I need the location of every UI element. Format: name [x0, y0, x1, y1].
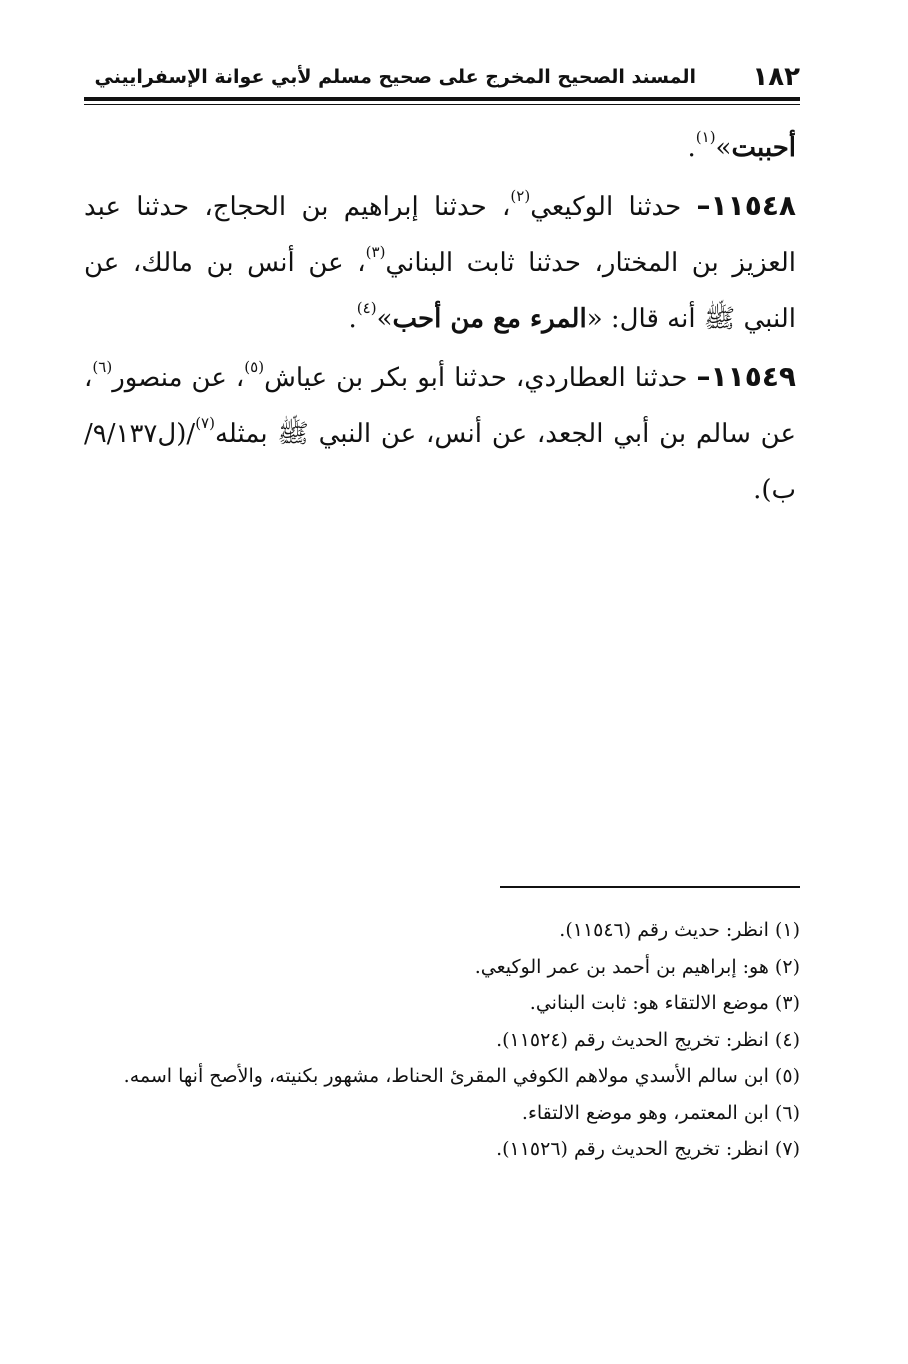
hadith-dash: – [696, 189, 711, 222]
text-run: حدثنا العطاردي، حدثنا أبو بكر بن عياش [264, 363, 697, 393]
footnote-ref: (١) [695, 128, 716, 146]
footnote: (٥) ابن سالم الأسدي مولاهم الكوفي المقرئ الحناط، مشهور بكنيته، والأصح أنها اسمه. [123, 1065, 800, 1087]
quote-mark: » [376, 304, 393, 334]
main-text [84, 120, 796, 518]
hadith-11549 [84, 349, 796, 518]
hadith-quote: المرء مع من أحب [392, 304, 587, 334]
header-rule-thin [84, 104, 800, 105]
footnote: (٧) انظر: تخريج الحديث رقم (١١٥٢٦). [496, 1138, 800, 1160]
text-run: ، عن أنس بن مالك، عن النبي ﷺ أنه قال: « [84, 248, 796, 334]
footnote: (٢) هو: إبراهيم بن أحمد بن عمر الوكيعي. [474, 955, 800, 978]
footnote-separator [500, 886, 800, 888]
footnote: (٣) موضع الالتقاء هو: ثابت البناني. [529, 992, 800, 1014]
footnote-ref: (٧) [195, 414, 215, 432]
footnote-ref: (٦) [92, 358, 113, 376]
page-number: ١٨٢ [752, 62, 800, 92]
manuscript-ref: /(ل٩/١٣٧/ب). [84, 419, 796, 505]
text-run: ، عن منصور [112, 363, 245, 393]
footnotes [84, 912, 800, 1168]
text-run: . [687, 133, 696, 163]
footnote: (٦) ابن المعتمر، وهو موضع الالتقاء. [521, 1101, 800, 1124]
bold-word: أحببت [731, 133, 796, 163]
footnote: (٤) انظر: تخريج الحديث رقم (١١٥٢٤). [496, 1028, 800, 1051]
text-run: ، حدثنا إبراهيم بن الحجاج، حدثنا عبد العزيز بن المختار، حدثنا ثابت البناني [84, 192, 796, 278]
text-run: حدثنا الوكيعي [530, 192, 697, 222]
paragraph-continuation [84, 120, 796, 176]
hadith-11548 [84, 178, 796, 347]
page-header [84, 60, 800, 100]
footnote-ref: (٤) [356, 299, 377, 317]
running-title: المسند الصحيح المخرج على صحيح مسلم لأبي عوانة الإسفراييني [94, 66, 696, 88]
footnote-ref: (٥) [244, 358, 265, 376]
hadith-dash: – [696, 360, 711, 393]
text-run: . [348, 304, 357, 334]
hadith-number: ١١٥٤٨ [710, 189, 796, 222]
quote-mark: » [715, 133, 732, 163]
text-run: ، عن سالم بن أبي الجعد، عن أنس، عن النبي ﷺ بمثله [84, 363, 796, 449]
footnote: (١) انظر: حديث رقم (١١٥٤٦). [559, 919, 800, 941]
hadith-number: ١١٥٤٩ [710, 360, 796, 393]
header-rule [84, 97, 800, 101]
footnote-ref: (٢) [510, 187, 531, 205]
footnote-ref: (٣) [365, 243, 386, 261]
